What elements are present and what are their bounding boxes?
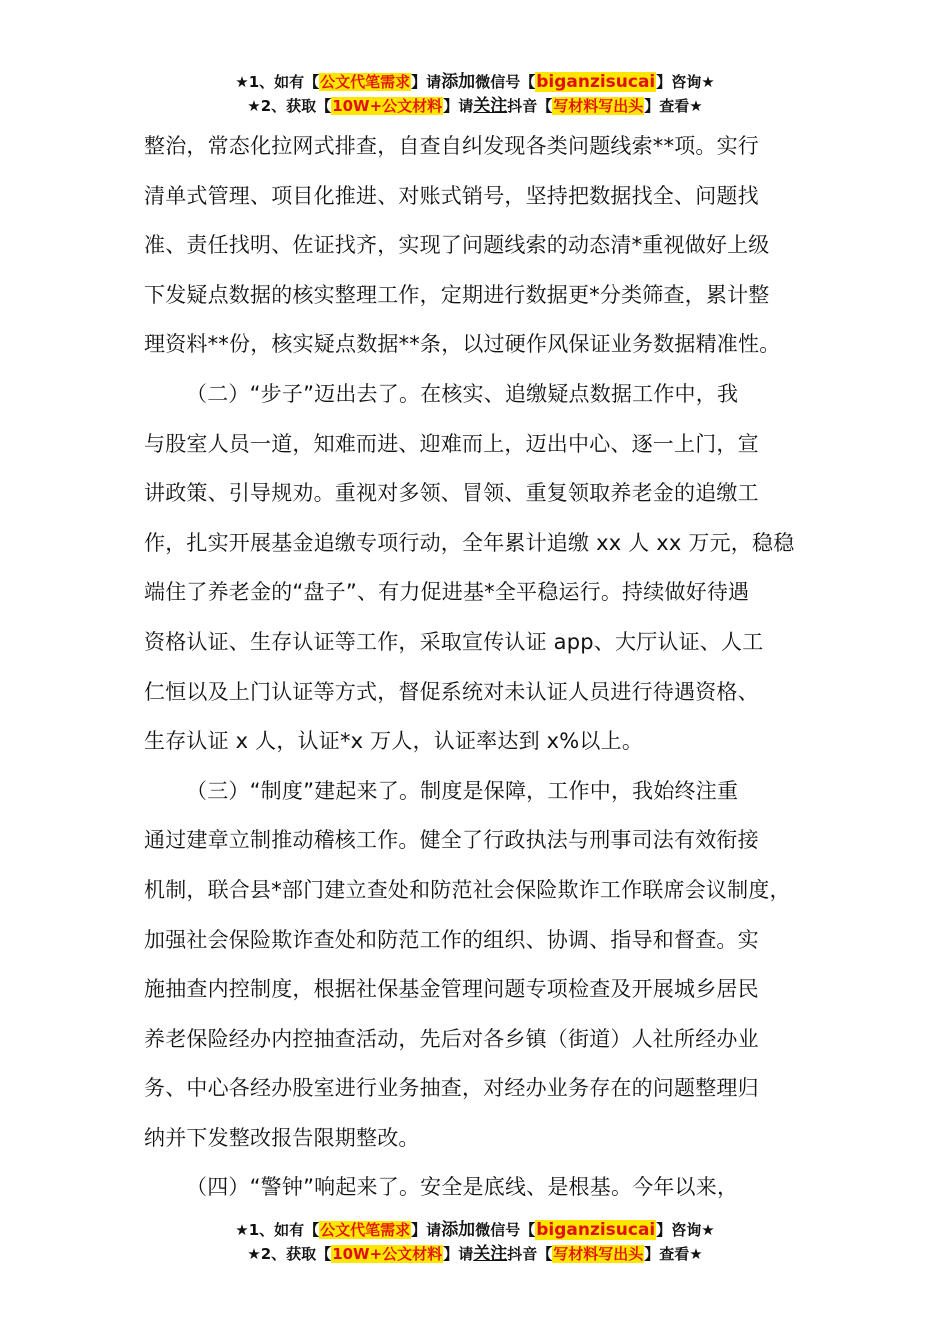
banner-emphasis: 添加 bbox=[441, 1220, 476, 1240]
banner-wechat-id: biganzisucai bbox=[536, 72, 656, 92]
banner-line-1 bbox=[0, 70, 950, 94]
body-line: 生存认证 x 人，认证*x 万人，认证率达到 x%以上。 bbox=[144, 729, 644, 754]
banner-text: 】咨询★ bbox=[656, 1221, 715, 1239]
body-line: 养老保险经办内控抽查活动，先后对各乡镇（街道）人社所经办业 bbox=[144, 1026, 759, 1051]
banner-wechat-id: biganzisucai bbox=[536, 1220, 656, 1240]
banner-text: ★1、如有【 bbox=[235, 1221, 320, 1239]
banner-douyin-id: 写材料写出头 bbox=[553, 97, 644, 115]
body-line: 与股室人员一道，知难而进、迎难而上，迈出中心、逐一上门，宣 bbox=[144, 431, 759, 456]
banner-text: 】请 bbox=[411, 73, 442, 91]
banner-text: 】查看★ bbox=[644, 97, 703, 115]
body-line: 作，扎实开展基金追缴专项行动，全年累计追缴 xx 人 xx 万元，稳稳 bbox=[144, 530, 795, 555]
body-line: 清单式管理、项目化推进、对账式销号，坚持把数据找全、问题找 bbox=[144, 183, 759, 208]
banner-text: 】请 bbox=[411, 1221, 442, 1239]
body-line: 准、责任找明、佐证找齐，实现了问题线索的动态清*重视做好上级 bbox=[144, 233, 770, 258]
banner-highlight: 公文代笔需求 bbox=[320, 73, 411, 91]
banner-text: 】咨询★ bbox=[656, 73, 715, 91]
section-heading-line: （三）“制度”建起来了。制度是保障，工作中，我始终注重 bbox=[186, 778, 739, 803]
section-heading-line: （四）“警钟”响起来了。安全是底线、是根基。今年以来， bbox=[186, 1175, 739, 1200]
banner-line-2 bbox=[0, 1242, 950, 1266]
banner-line-1 bbox=[0, 1218, 950, 1242]
body-line: 加强社会保险欺诈查处和防范工作的组织、协调、指导和督查。实 bbox=[144, 927, 759, 952]
body-line: 施抽查内控制度，根据社保基金管理问题专项检查及开展城乡居民 bbox=[144, 977, 759, 1002]
banner-highlight: 公文代笔需求 bbox=[320, 1221, 411, 1239]
banner-emphasis: 添加 bbox=[441, 72, 476, 92]
banner-emphasis: 关注 bbox=[473, 1244, 508, 1264]
section-heading-line: （二）“步子”迈出去了。在核实、追缴疑点数据工作中，我 bbox=[186, 381, 739, 406]
header-banner bbox=[0, 70, 950, 118]
banner-line-2 bbox=[0, 94, 950, 118]
body-line: 仁恒以及上门认证等方式，督促系统对未认证人员进行待遇资格、 bbox=[144, 679, 759, 704]
banner-text: 】查看★ bbox=[644, 1245, 703, 1263]
banner-text: 微信号【 bbox=[475, 73, 536, 91]
body-line: 理资料**份，核实疑点数据**条，以过硬作风保证业务数据精准性。 bbox=[144, 332, 781, 357]
banner-text: 抖音【 bbox=[507, 97, 553, 115]
body-line: 讲政策、引导规劝。重视对多领、冒领、重复领取养老金的追缴工 bbox=[144, 481, 759, 506]
banner-douyin-id: 写材料写出头 bbox=[553, 1245, 644, 1263]
body-line: 整治，常态化拉网式排查，自查自纠发现各类问题线索**项。实行 bbox=[144, 134, 759, 158]
banner-highlight: 10W+公文材料 bbox=[332, 97, 443, 115]
banner-text: 】请 bbox=[443, 1245, 474, 1263]
body-line: 通过建章立制推动稽核工作。健全了行政执法与刑事司法有效衔接 bbox=[144, 828, 759, 853]
body-line: 下发疑点数据的核实整理工作，定期进行数据更*分类筛查，累计整 bbox=[144, 282, 770, 307]
document-body bbox=[144, 122, 814, 1213]
banner-emphasis: 关注 bbox=[473, 96, 508, 116]
body-line: 纳并下发整改报告限期整改。 bbox=[144, 1125, 420, 1150]
banner-text: ★2、获取【 bbox=[247, 97, 332, 115]
body-line: 端住了养老金的“盘子”、有力促进基*全平稳运行。持续做好待遇 bbox=[144, 580, 750, 605]
banner-text: 微信号【 bbox=[475, 1221, 536, 1239]
body-line: 资格认证、生存认证等工作，采取宣传认证 app、大厅认证、人工 bbox=[144, 629, 764, 654]
body-line: 务、中心各经办股室进行业务抽查，对经办业务存在的问题整理归 bbox=[144, 1076, 759, 1101]
banner-text: 抖音【 bbox=[507, 1245, 553, 1263]
banner-text: ★2、获取【 bbox=[247, 1245, 332, 1263]
banner-text: 】请 bbox=[443, 97, 474, 115]
body-line: 机制，联合县*部门建立查处和防范社会保险欺诈工作联席会议制度， bbox=[144, 877, 791, 902]
banner-text: ★1、如有【 bbox=[235, 73, 320, 91]
footer-banner bbox=[0, 1218, 950, 1266]
banner-highlight: 10W+公文材料 bbox=[332, 1245, 443, 1263]
